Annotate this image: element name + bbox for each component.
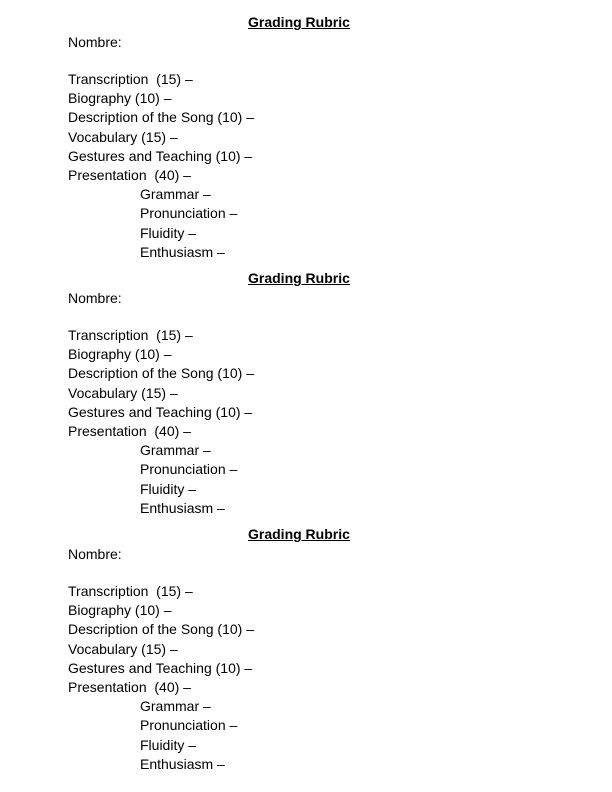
criterion-song-description: Description of the Song (10) – [68, 621, 254, 638]
subcriterion-fluidity: Fluidity – [140, 736, 197, 753]
subcriterion-grammar: Grammar – [140, 186, 211, 203]
criterion-song-description: Description of the Song (10) – [68, 365, 254, 382]
criterion-biography: Biography (10) – [68, 602, 172, 619]
name-label: Nombre: [68, 290, 122, 306]
subcriterion-enthusiasm: Enthusiasm – [140, 499, 225, 516]
name-label: Nombre: [68, 546, 122, 562]
name-label: Nombre: [68, 34, 122, 50]
subcriterion-pronunciation: Pronunciation – [140, 205, 238, 222]
criterion-biography: Biography (10) – [68, 346, 172, 363]
subcriterion-pronunciation: Pronunciation – [140, 717, 238, 734]
subcriterion-pronunciation: Pronunciation – [140, 461, 238, 478]
subcriterion-enthusiasm: Enthusiasm – [140, 243, 225, 260]
subcriterion-grammar: Grammar – [140, 442, 211, 459]
subcriterion-fluidity: Fluidity – [140, 224, 197, 241]
criterion-gestures-teaching: Gestures and Teaching (10) – [68, 147, 253, 164]
criteria-list [68, 582, 254, 774]
criterion-vocabulary: Vocabulary (15) – [68, 384, 178, 401]
criterion-gestures-teaching: Gestures and Teaching (10) – [68, 403, 253, 420]
criterion-transcription: Transcription (15) – [68, 583, 193, 599]
subcriterion-grammar: Grammar – [140, 698, 211, 715]
criterion-presentation: Presentation (40) – [68, 166, 191, 183]
criteria-list [68, 70, 254, 262]
criterion-transcription: Transcription (15) – [68, 71, 193, 87]
rubric-title: Grading Rubric [248, 270, 350, 286]
criterion-presentation: Presentation (40) – [68, 422, 191, 439]
rubric-title: Grading Rubric [248, 526, 350, 542]
criterion-presentation: Presentation (40) – [68, 678, 191, 695]
criterion-biography: Biography (10) – [68, 90, 172, 107]
subcriterion-enthusiasm: Enthusiasm – [140, 755, 225, 772]
criterion-gestures-teaching: Gestures and Teaching (10) – [68, 659, 253, 676]
subcriterion-fluidity: Fluidity – [140, 480, 197, 497]
criterion-song-description: Description of the Song (10) – [68, 109, 254, 126]
rubric-title: Grading Rubric [248, 14, 350, 30]
grading-rubric-2 [0, 256, 612, 516]
grading-rubric-1 [0, 0, 612, 260]
criterion-transcription: Transcription (15) – [68, 327, 193, 343]
criterion-vocabulary: Vocabulary (15) – [68, 128, 178, 145]
criterion-vocabulary: Vocabulary (15) – [68, 640, 178, 657]
grading-rubric-3 [0, 512, 612, 772]
criteria-list [68, 326, 254, 518]
